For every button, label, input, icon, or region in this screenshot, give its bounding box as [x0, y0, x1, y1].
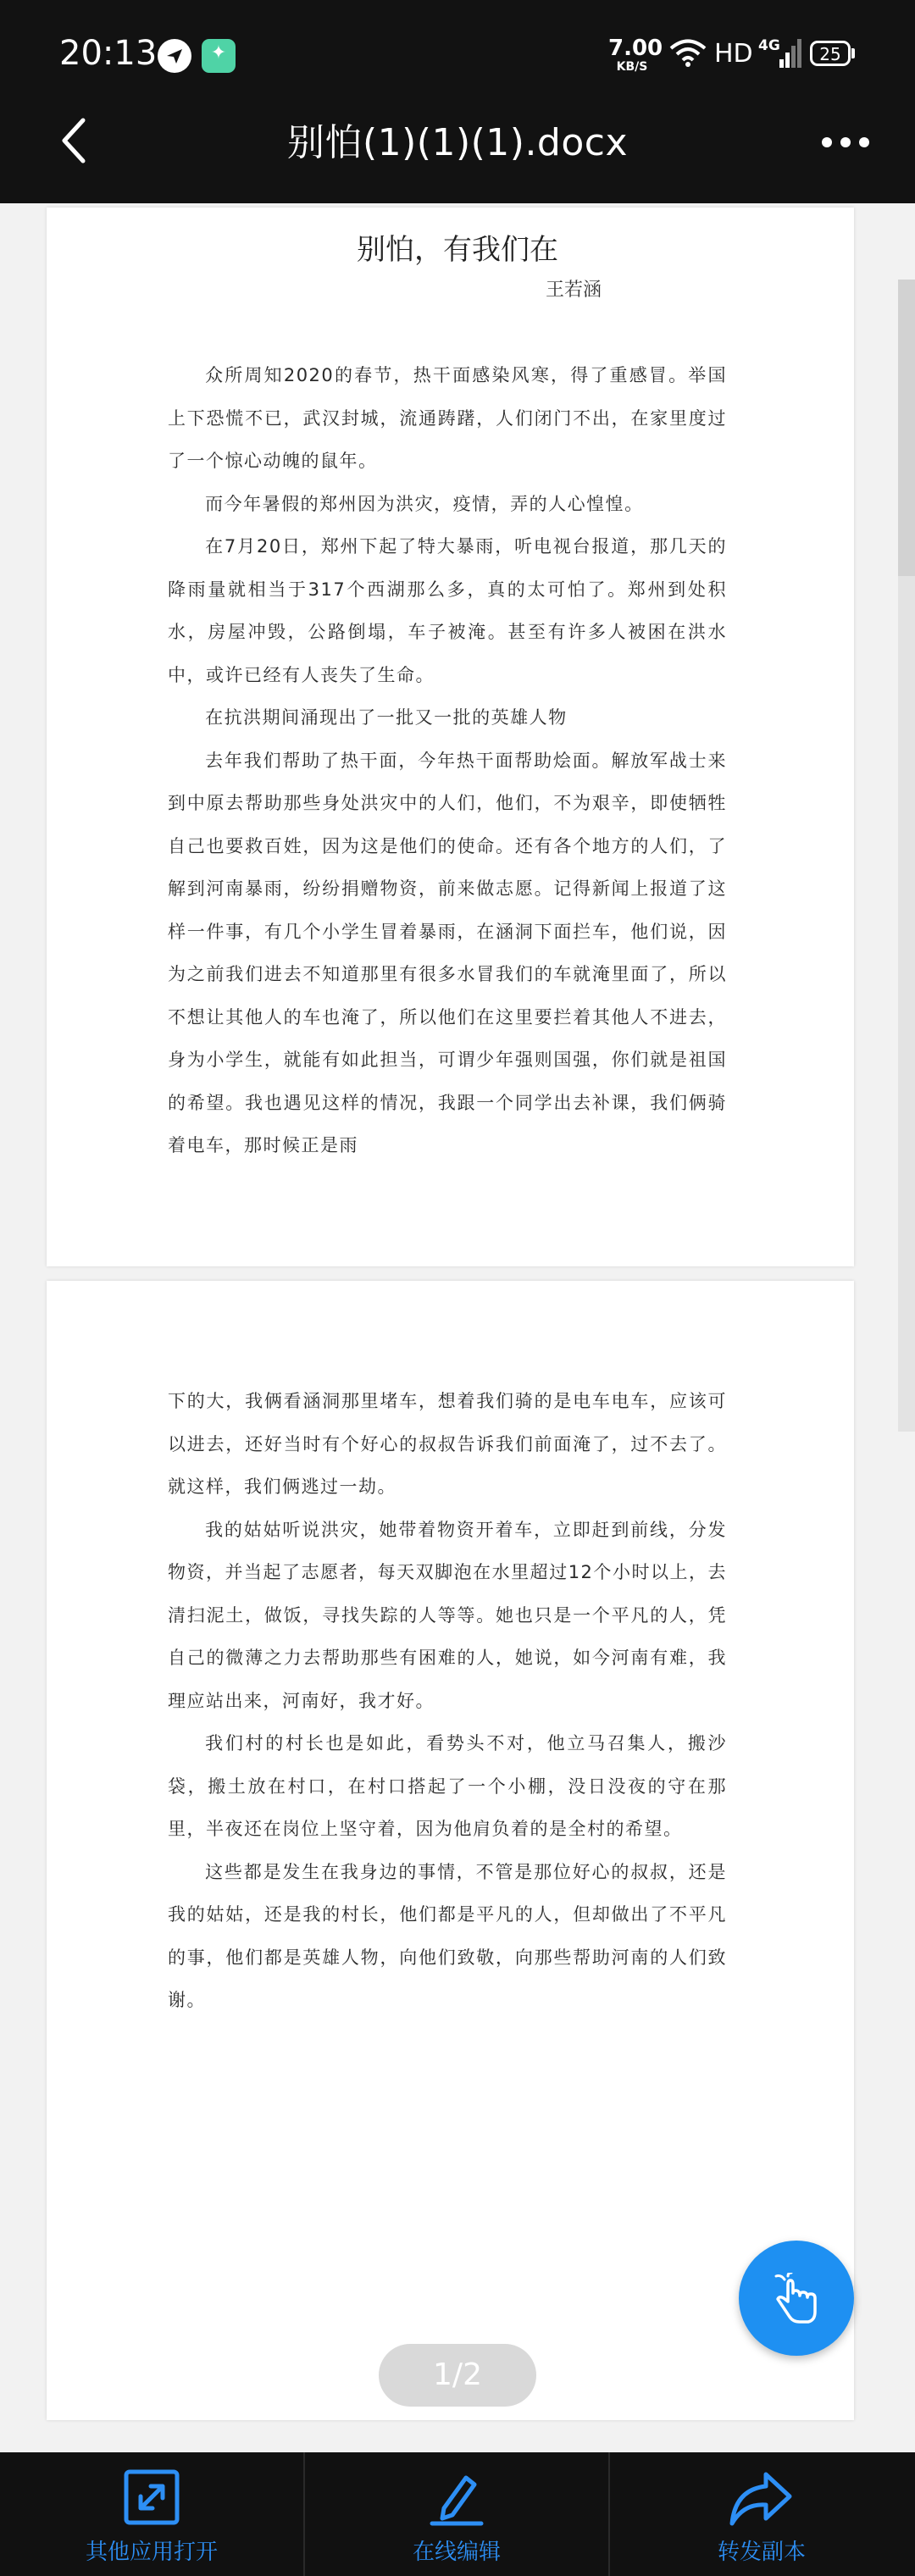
- forward-share-icon: [729, 2469, 793, 2529]
- document-paragraph: 在抗洪期间涌现出了一批又一批的英雄人物: [205, 707, 568, 728]
- page-indicator: 1/2: [379, 2344, 536, 2407]
- document-paragraph: 下的大，我俩看涵洞那里堵车，想着我们骑的是电车电车，应该可以进去，还好当时有个好心的叔叔告诉我们前面淹了，过不去了。就这样，我们俩逃过一劫。: [168, 1391, 727, 1497]
- battery-tip: [851, 48, 855, 58]
- open-with-label: 其他应用打开: [85, 2540, 218, 2565]
- document-paragraph: 去年我们帮助了热干面，今年热干面帮助烩面。解放军战士来到中原去帮助那些身处洪灾中的人们，他们，不为艰辛，即使牺牲自己也要救百姓，因为这是他们的使命。还有各个地方的人们，了解到河南暴雨，纷纷捐赠物资，前来做志愿。记得新闻上报道了这样一件事，有几个小学生冒着暴雨，在涵洞下面拦车，他们说，因为之前我们进去不知道那里有很多水冒我们的车就淹里面了，所以不想让其他人的车也淹了，所以他们在这里要拦着其他人不进去，身为小学生，就能有如此担当，可谓少年强则国强，你们就是祖国的希望。我也遇见这样的情况，我跟一个同学出去补课，我们俩骑着电车，那时候正是雨: [168, 750, 727, 1155]
- document-paragraph: 我们村的村长也是如此，看势头不对，他立马召集人，搬沙袋，搬土放在村口，在村口搭起了一个小棚，没日没夜的守在那里，半夜还在岗位上坚守着，因为他肩负着的是全村的希望。: [168, 1733, 727, 1839]
- document-title: 别怕，有我们在: [357, 233, 558, 267]
- battery-level: 25: [819, 44, 841, 64]
- header-title: 别怕(1)(1)(1).docx: [286, 121, 629, 164]
- bottom-bar: [0, 2452, 915, 2576]
- network-type: 4G: [758, 37, 780, 54]
- more-dots-icon[interactable]: [822, 137, 873, 149]
- expand-icon: [124, 2469, 180, 2525]
- document-paragraph: 而今年暑假的郑州因为洪灾，疫情，弄的人心惶惶。: [205, 493, 644, 514]
- document-author: 王若涵: [546, 280, 602, 301]
- back-arrow-icon[interactable]: [51, 115, 102, 166]
- scrollbar-thumb[interactable]: [898, 280, 915, 576]
- forward-copy-label: 转发副本: [717, 2540, 806, 2565]
- document-paragraph: 我的姑姑听说洪灾，她带着物资开着车，立即赶到前线，分发物资，并当起了志愿者，每天双脚泡在水里超过12个小时以上，去清扫泥土，做饭，寻找失踪的人等等。她也只是一个平凡的人，凭自己的微薄之力去帮助那些有困难的人，她说，如今河南有难，我理应站出来，河南好，我才好。: [168, 1519, 727, 1711]
- net-speed-unit: KB/S: [616, 60, 648, 74]
- notification-app-icon: [158, 39, 191, 73]
- document-paragraph: 在7月20日，郑州下起了特大暴雨，听电视台报道，那几天的降雨量就相当于317个西湖那么多，真的太可怕了。郑州到处积水，房屋冲毁，公路倒塌，车子被淹。甚至有许多人被困在洪水中，或许已经有人丧失了生命。: [168, 536, 727, 685]
- battery-icon: [810, 41, 851, 66]
- page-1-body: [168, 354, 727, 1167]
- pen-icon: [427, 2469, 486, 2529]
- net-speed: [608, 36, 663, 74]
- document-paragraph: 众所周知2020的春节，热干面感染风寒，得了重感冒。举国上下恐慌不已，武汉封城，流通踌躇，人们闭门不出，在家里度过了一个惊心动魄的鼠年。: [168, 365, 727, 471]
- open-with-other-app-button[interactable]: [0, 2452, 303, 2576]
- net-speed-value: 7.00: [608, 36, 663, 61]
- forward-copy-button[interactable]: [610, 2452, 913, 2576]
- page-2-body: [168, 1380, 727, 2022]
- wifi-icon: [669, 39, 707, 68]
- status-time: 20:13: [59, 34, 158, 73]
- hand-touch-icon: [773, 2273, 820, 2324]
- top-bar: [0, 0, 915, 203]
- signal-icon: [779, 37, 801, 68]
- status-bar: [0, 0, 915, 110]
- hd-indicator: HD: [714, 39, 753, 69]
- edit-online-label: 在线编辑: [412, 2540, 501, 2565]
- notification-app-icon-2: ✦: [202, 39, 236, 73]
- edit-online-button[interactable]: [305, 2452, 608, 2576]
- document-paragraph: 这些都是发生在我身边的事情，不管是那位好心的叔叔，还是我的姑姑，还是我的村长，他们都是平凡的人，但却做出了不平凡的事，他们都是英雄人物，向他们致敬，向那些帮助河南的人们致谢。: [168, 1861, 727, 2010]
- hand-touch-button[interactable]: [739, 2241, 854, 2356]
